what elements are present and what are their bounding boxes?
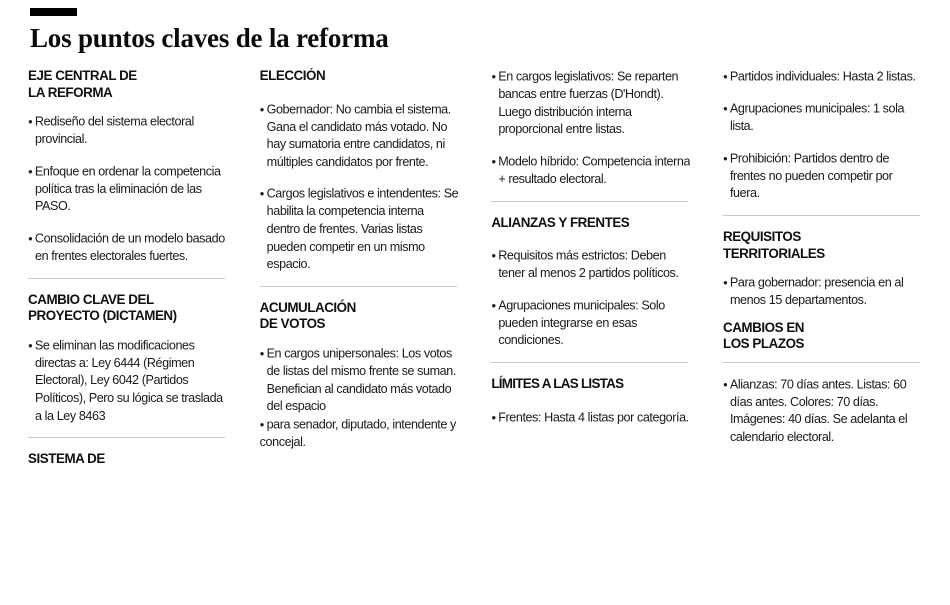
block-limites-a-las-listas	[491, 376, 690, 427]
block-cambio-clave	[28, 292, 227, 425]
header	[30, 8, 920, 53]
block-partidos-individuales	[723, 68, 922, 203]
column-4	[723, 68, 922, 605]
block-title-acumulacion	[260, 300, 459, 333]
block-title-line-1: CAMBIO CLAVE DEL	[28, 291, 154, 307]
section-divider	[723, 215, 920, 216]
spacer	[491, 399, 690, 409]
column-3	[491, 68, 690, 605]
bullet-continuation: ● para senador, diputado, intendente y concejal.	[260, 416, 459, 452]
block-eleccion	[260, 68, 459, 274]
block-cargos-legislativos	[491, 68, 690, 189]
spacer	[723, 310, 922, 320]
section-divider	[28, 437, 225, 438]
bullet-item: ● En cargos unipersonales: Los votos de listas del mismo frente se suman. Benefician al candidato más votado del espacio	[260, 345, 459, 416]
bullet-item: ● Rediseño del sistema electoral provincial.	[28, 113, 227, 149]
bullet-item: ● Enfoque en ordenar la competencia política tras la eliminación de las PASO.	[28, 163, 227, 216]
section-divider	[723, 362, 920, 363]
bullet-item: ● Modelo híbrido: Competencia interna + resultado electoral.	[491, 153, 690, 189]
block-sistema-de	[28, 451, 227, 468]
block-title-cambios-plazos	[723, 320, 922, 353]
bullet-item: ● Consolidación de un modelo basado en frentes electorales fuertes.	[28, 230, 227, 266]
block-title-alianzas: ALIANZAS Y FRENTES	[491, 214, 630, 230]
block-title-line-2: DE VOTOS	[259, 316, 326, 332]
section-divider	[28, 278, 225, 279]
block-title-eleccion: ELECCIÓN	[259, 68, 326, 83]
bullet-item: ● Frentes: Hasta 4 listas por categoría.	[491, 409, 690, 427]
spacer	[491, 237, 690, 247]
block-title-line-1: EJE CENTRAL DE	[28, 68, 137, 83]
block-title-line-2: TERRITORIALES	[722, 245, 825, 261]
block-title-sistema-de: SISTEMA DE	[28, 451, 105, 467]
block-title-requisitos	[723, 229, 922, 262]
block-title-eje-central	[28, 68, 227, 101]
bullet-item: ● Para gobernador: presencia en al menos 15 departamentos.	[723, 274, 922, 310]
block-requisitos-territoriales	[723, 229, 922, 310]
bullet-item: ● Agrupaciones municipales: Solo pueden integrarse en esas condiciones.	[491, 297, 690, 350]
bullet-item: ● En cargos legislativos: Se reparten bancas entre fuerzas (D'Hondt). Luego distribución interna proporcional entre listas.	[491, 68, 690, 139]
block-title-line-1: CAMBIOS EN	[722, 319, 805, 335]
bullet-item: ● Se eliminan las modificaciones directas a: Ley 6444 (Régimen Electoral), Ley 6042 (Partidos Políticos), Pero su lógica se traslada a la Ley 8463	[28, 337, 227, 425]
block-eje-central	[28, 68, 227, 266]
block-title-line-1: REQUISITOS	[722, 229, 801, 245]
block-acumulacion-de-votos	[260, 300, 459, 452]
block-title-line-2: LOS PLAZOS	[722, 336, 805, 352]
section-divider	[260, 286, 457, 287]
columns-container	[28, 68, 922, 605]
section-divider	[491, 362, 688, 363]
column-1	[28, 68, 227, 605]
section-divider	[491, 201, 688, 202]
block-title-limites: LÍMITES A LAS LISTAS	[491, 376, 624, 392]
bullet-item: ● Requisitos más estrictos: Deben tener al menos 2 partidos políticos.	[491, 247, 690, 283]
block-alianzas-y-frentes	[491, 215, 690, 350]
bullet-item: ● Alianzas: 70 días antes. Listas: 60 días antes. Colores: 70 días. Imágenes: 40 días. Se adelanta el calendario electoral.	[723, 376, 922, 447]
block-title-cambio-clave	[28, 292, 227, 325]
block-title-line-2: PROYECTO (DICTAMEN)	[28, 308, 177, 324]
column-2	[260, 68, 459, 605]
bullet-item: ● Partidos individuales: Hasta 2 listas.	[723, 68, 922, 86]
bullet-item: ● Gobernador: No cambia el sistema. Gana el candidato más votado. No hay sumatoria entre candidatos, ni múltiples candidatos por frente.	[260, 101, 459, 172]
block-cambios-en-los-plazos	[723, 320, 922, 447]
spacer	[260, 91, 459, 101]
page-title: Los puntos claves de la reforma	[30, 23, 389, 53]
bullet-item: ● Agrupaciones municipales: 1 sola lista.	[723, 100, 922, 136]
bullet-item: ● Cargos legislativos e intendentes: Se habilita la competencia interna dentro de frentes. Varias listas pueden competir en un mismo espacio.	[260, 185, 459, 273]
bullet-item: ● Prohibición: Partidos dentro de frentes no pueden competir por fuera.	[723, 150, 922, 203]
block-title-line-1: ACUMULACIÓN	[259, 299, 356, 315]
block-title-line-2: LA REFORMA	[28, 84, 113, 100]
black-rule-mark	[30, 8, 77, 16]
